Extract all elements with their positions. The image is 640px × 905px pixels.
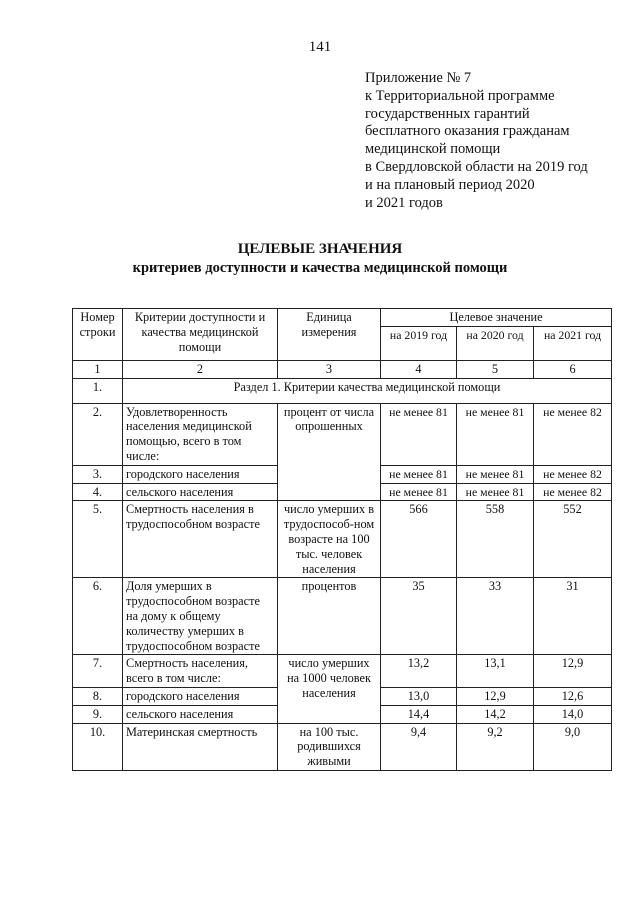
table-row <box>73 655 612 688</box>
unit-cell: процент от числа опрошенных <box>278 403 381 501</box>
value-2019: 35 <box>381 578 457 655</box>
appendix-line: и на плановый период 2020 <box>365 176 535 193</box>
appendix-line: государственных гарантий <box>365 105 530 122</box>
appendix-line: бесплатного оказания гражданам <box>365 123 570 140</box>
value-2021: не менее 82 <box>534 403 612 465</box>
header-unit: Единица измерения <box>278 309 381 361</box>
row-number: 10. <box>73 723 123 770</box>
table-row <box>73 723 612 770</box>
unit-cell: на 100 тыс. родившихся живыми <box>278 723 381 770</box>
value-2021: 31 <box>534 578 612 655</box>
row-number: 5. <box>73 501 123 578</box>
document-subtitle: критериев доступности и качества медицинской помощи <box>132 260 508 276</box>
criterion-cell: сельского населения <box>123 483 278 501</box>
value-2021: не менее 82 <box>534 483 612 501</box>
header-2019: на 2019 год <box>381 326 457 360</box>
col-number: 6 <box>534 360 612 378</box>
header-2020: на 2020 год <box>457 326 534 360</box>
row-number: 2. <box>73 403 123 465</box>
appendix-line: медицинской помощи <box>365 141 501 158</box>
value-2019: не менее 81 <box>381 465 457 483</box>
criterion-cell: Удовлетворенность населения медицинской помощью, всего в том числе: <box>123 403 278 465</box>
appendix-note <box>365 70 635 212</box>
value-2020: 13,1 <box>457 655 534 688</box>
value-2019: 14,4 <box>381 705 457 723</box>
section-label: Раздел 1. Критерии качества медицинской помощи <box>123 378 612 403</box>
value-2020: 558 <box>457 501 534 578</box>
document-title: ЦЕЛЕВЫЕ ЗНАЧЕНИЯ <box>237 241 403 257</box>
value-2019: не менее 81 <box>381 403 457 465</box>
unit-cell: процентов <box>278 578 381 655</box>
col-number: 5 <box>457 360 534 378</box>
value-2021: 14,0 <box>534 705 612 723</box>
table-row <box>73 578 612 655</box>
appendix-line: Приложение № 7 <box>365 70 472 86</box>
table-row <box>73 501 612 578</box>
criterion-cell: Смертность населения в трудоспособном возрасте <box>123 501 278 578</box>
value-2019: 13,2 <box>381 655 457 688</box>
header-criteria: Критерии доступности и качества медицинской помощи <box>123 309 278 361</box>
col-number: 4 <box>381 360 457 378</box>
table-header-row <box>73 309 612 327</box>
row-number: 4. <box>73 483 123 501</box>
column-number-row <box>73 360 612 378</box>
header-2021: на 2021 год <box>534 326 612 360</box>
row-number: 7. <box>73 655 123 688</box>
col-number: 3 <box>278 360 381 378</box>
row-number: 6. <box>73 578 123 655</box>
value-2021: 12,6 <box>534 687 612 705</box>
row-number: 1. <box>73 378 123 403</box>
page-number: 141 <box>308 39 332 55</box>
appendix-line: к Территориальной программе <box>365 87 555 104</box>
value-2020: 9,2 <box>457 723 534 770</box>
appendix-line: в Свердловской области на 2019 год <box>365 158 588 175</box>
value-2021: 552 <box>534 501 612 578</box>
value-2021: не менее 82 <box>534 465 612 483</box>
value-2019: 13,0 <box>381 687 457 705</box>
appendix-line: и 2021 годов <box>365 194 443 211</box>
value-2020: не менее 81 <box>457 483 534 501</box>
value-2020: не менее 81 <box>457 465 534 483</box>
section-row <box>73 378 612 403</box>
value-2019: 566 <box>381 501 457 578</box>
col-number: 1 <box>73 360 123 378</box>
criterion-cell: Смертность населения, всего в том числе: <box>123 655 278 688</box>
criterion-cell: Материнская смертность <box>123 723 278 770</box>
value-2020: не менее 81 <box>457 403 534 465</box>
row-number: 9. <box>73 705 123 723</box>
value-2021: 12,9 <box>534 655 612 688</box>
unit-cell: число умерших на 1000 человек населения <box>278 655 381 723</box>
criterion-cell: Доля умерших в трудоспособном возрасте на дому к общему количеству умерших в трудоспособном возрасте <box>123 578 278 655</box>
criterion-cell: сельского населения <box>123 705 278 723</box>
value-2020: 33 <box>457 578 534 655</box>
value-2021: 9,0 <box>534 723 612 770</box>
value-2019: не менее 81 <box>381 483 457 501</box>
col-number: 2 <box>123 360 278 378</box>
row-number: 3. <box>73 465 123 483</box>
header-row-number: Номер строки <box>73 309 123 361</box>
criteria-table <box>72 308 612 771</box>
criterion-cell: городского населения <box>123 687 278 705</box>
value-2019: 9,4 <box>381 723 457 770</box>
table-row <box>73 403 612 465</box>
unit-cell: число умерших в трудоспособ-ном возрасте на 100 тыс. человек населения <box>278 501 381 578</box>
header-target: Целевое значение <box>381 309 612 327</box>
row-number: 8. <box>73 687 123 705</box>
value-2020: 14,2 <box>457 705 534 723</box>
criterion-cell: городского населения <box>123 465 278 483</box>
value-2020: 12,9 <box>457 687 534 705</box>
